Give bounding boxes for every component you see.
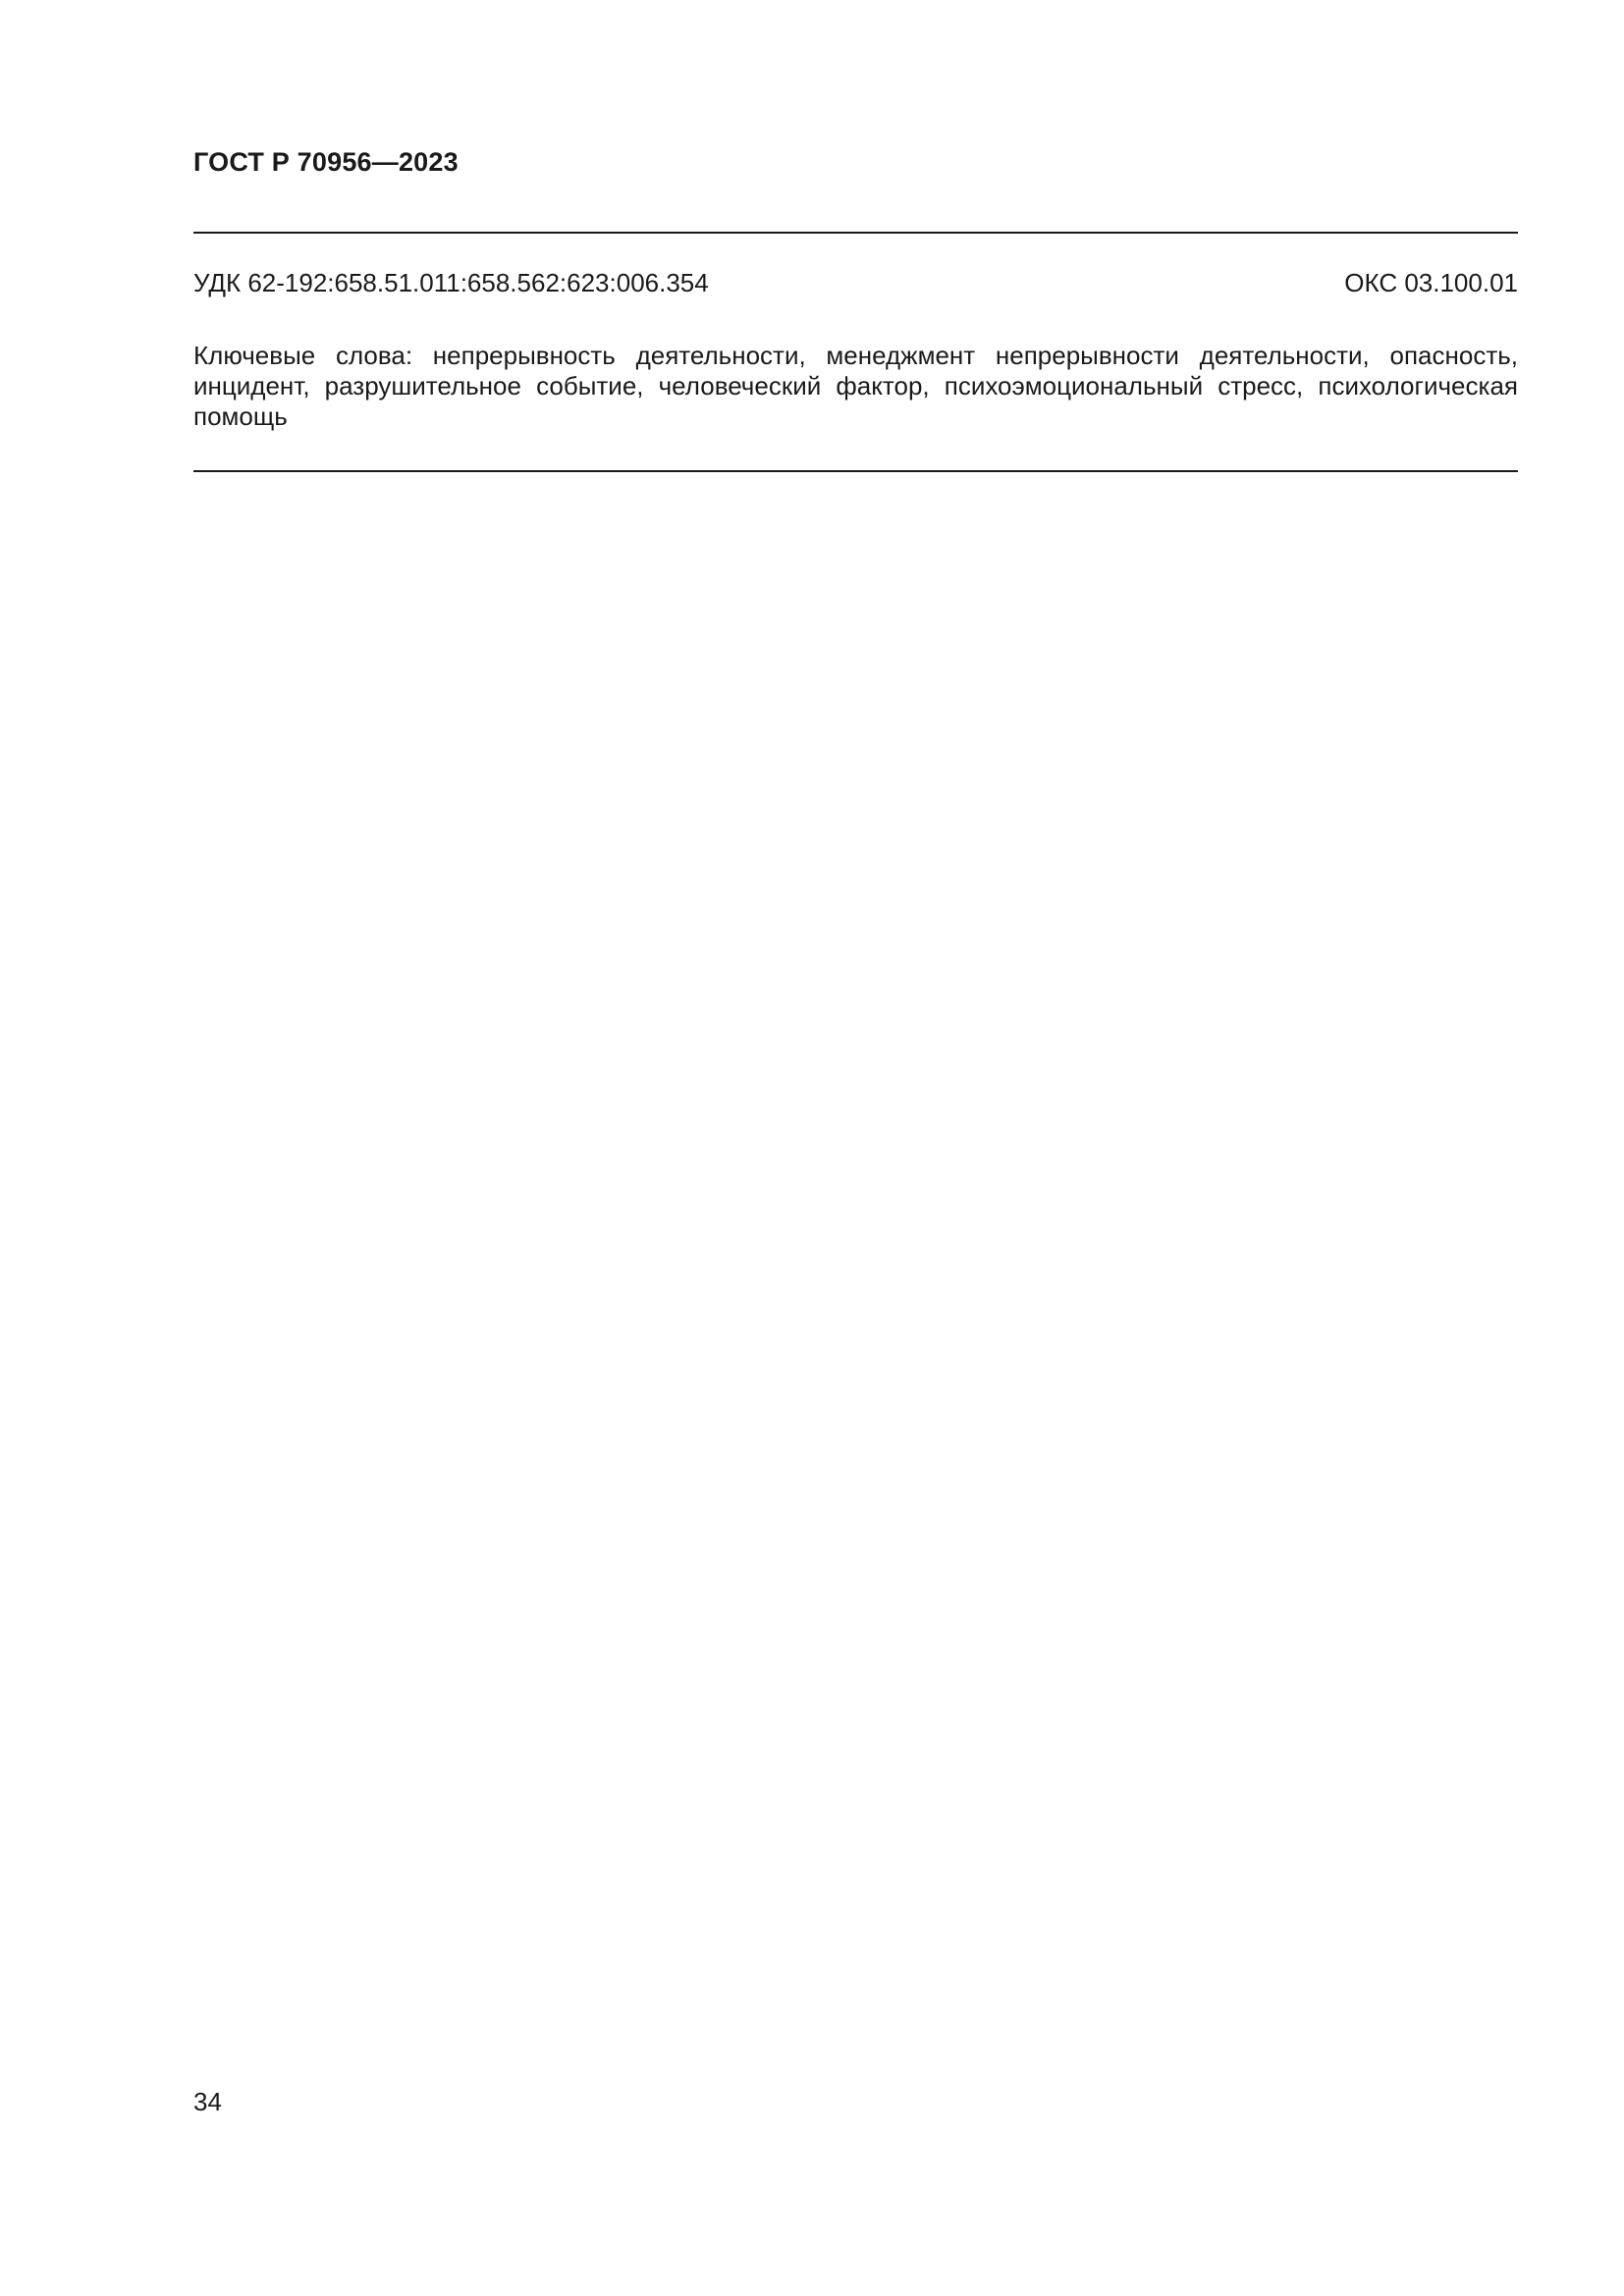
classification-row [193,268,1518,298]
top-divider [193,232,1518,234]
udk-code: УДК 62-192:658.51.011:658.562:623:006.354 [193,268,709,297]
page-number: 34 [193,2087,222,2116]
oks-code: ОКС 03.100.01 [1344,268,1518,297]
keywords-paragraph: Ключевые слова: непрерывность деятельности, менеджмент непрерывности деятельности, опасность, инцидент, разрушительное событие, человеческий фактор, психоэмоциональный стресс, психологическая помощь [193,341,1518,431]
document-code: ГОСТ Р 70956—2023 [193,147,459,177]
bottom-divider [193,470,1518,472]
